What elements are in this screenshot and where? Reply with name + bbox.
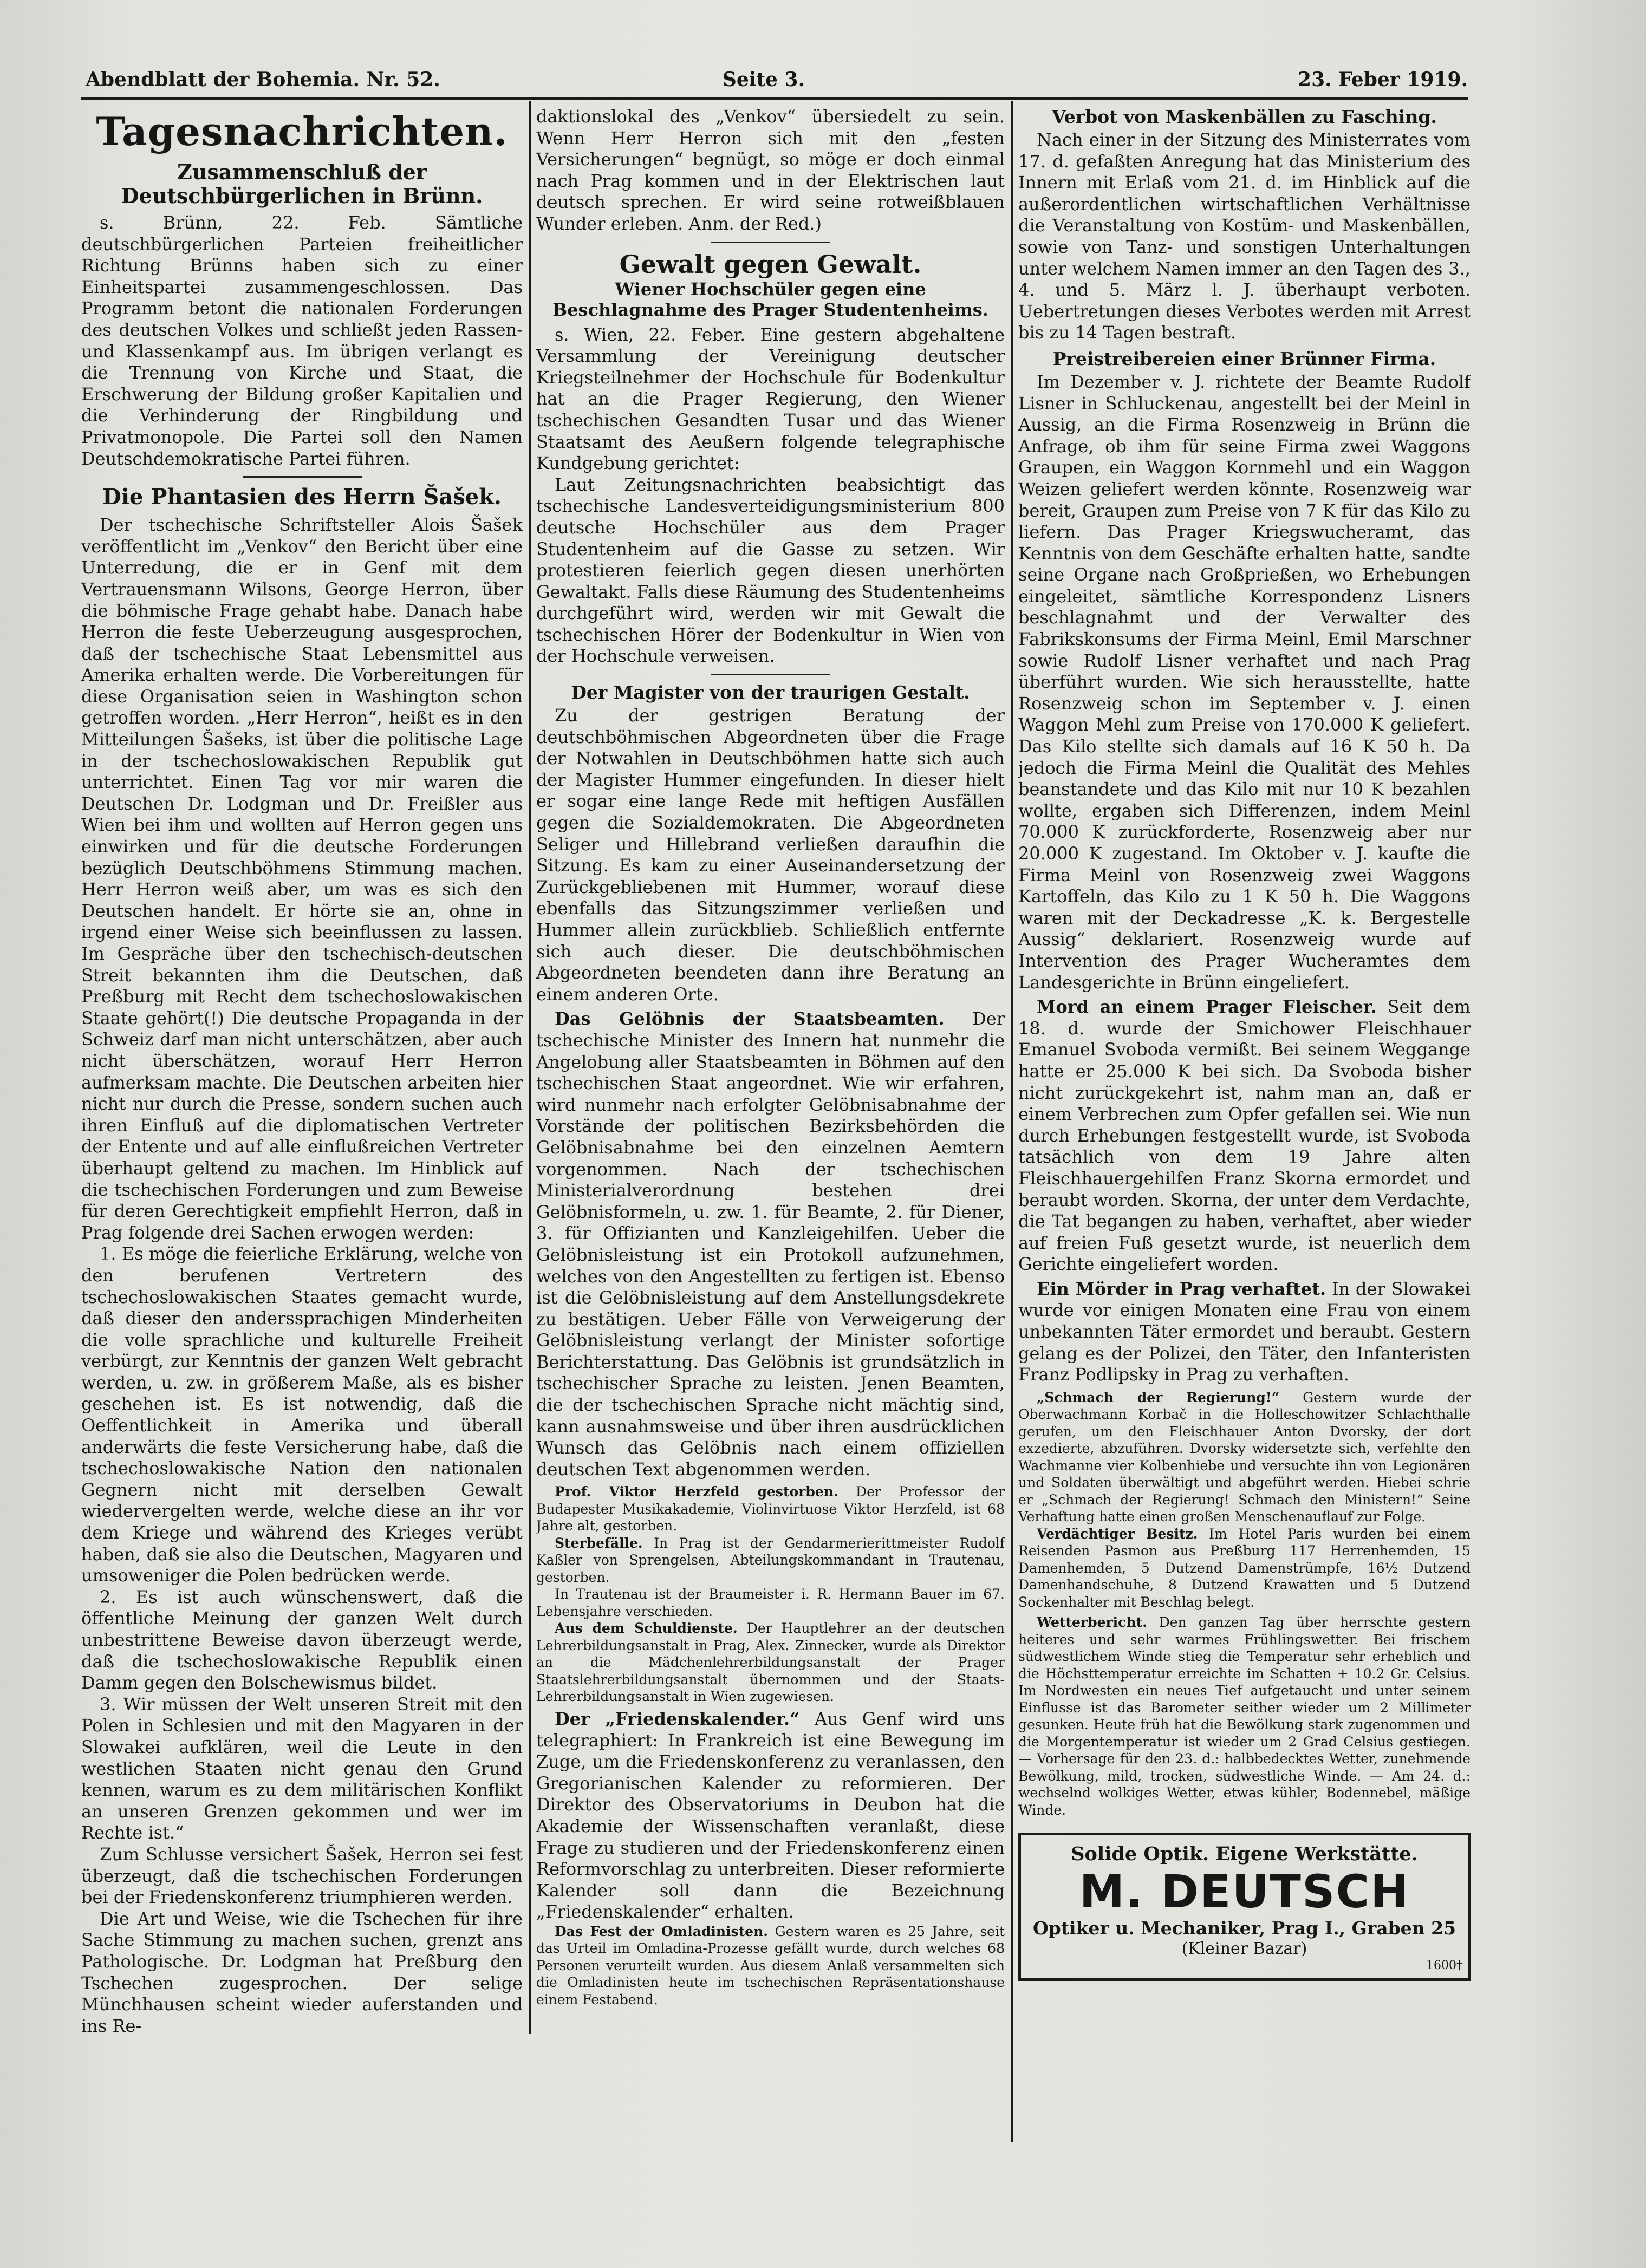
notice-body-wetter: Den ganzen Tag über herrschte gestern heiteres und sehr warmes Frühlingswetter. Bei frischem südwestlichem Winde stieg die Temperatur sehr erheblich und die Höchsttemperatur erreichte im Schatten + 10.2 Gr. Celsius. Im Nordwesten ein neues Tief aufgetaucht und unter seinem Einflusse ist das Barometer seither wieder um 2 Millimeter gesunken. Heute früh hat die Bewölkung stark zugenommen und die Morgentemperatur ist wieder um 2 Grad Celsius gestiegen. — Vorhersage für den 23. d.: halbbedecktes Wetter, zunehmende Bewölkung, mild, trocken, südwestliche Winde. — Am 24. d.: wechselnd wolkiges Wetter, etwas kühler, Bodennebel, mäßige Winde. — [1018, 1614, 1471, 1818]
notice-title-sterbefaelle: Sterbefälle. — [555, 1535, 643, 1551]
article-title-gewalt: Gewalt gegen Gewalt. — [619, 249, 922, 279]
notice-body-bauer: In Trautenau ist der Braumeister i. R. Hermann Bauer im 67. Lebensjahre verschieden. — [536, 1586, 1005, 1619]
article-title-maskenbaelle: Verbot von Maskenbällen zu Fasching. — [1052, 106, 1437, 127]
notice-title-schuldienst: Aus dem Schuldienste. — [555, 1620, 738, 1637]
notice-title-herzfeld: Prof. Viktor Herzfeld gestorben. — [555, 1484, 838, 1500]
article-body-maskenbaelle: Nach einer in der Sitzung des Ministerrates vom 17. d. gefaßten Anregung hat das Ministerium des Innern mit Erlaß vom 21. d. im Hinblick auf die außerordentlichen wirtschaftlichen Verhältnisse die Veranstaltung von Kostüm- und Maskenbällen, sowie von Tanz- und sonstigen Unterhaltungen unter welchem Namen immer an den Tagen des 3., 4. und 5. März l. J. überhaupt verboten. Uebertretungen dieses Verbotes werden mit Arrest bis zu 14 Tagen bestraft. — [1018, 129, 1471, 343]
article-title-bruenn: Zusammenschluß der Deutschbürgerlichen in Brünn. — [121, 160, 483, 208]
notice-body-herzfeld: Der Professor der Budapester Musikakademie, Violinvirtuose Viktor Herzfeld, ist 68 Jahre alt, gestorben. — [536, 1484, 1005, 1534]
article-body-sasek-5: Zum Schlusse versichert Šašek, Herron sei fest überzeugt, daß die tschechischen Forderungen bei der Friedenskonferenz triumphieren werden. — [81, 1843, 523, 1908]
article-continuation: daktionslokal des „Venkov“ übersiedelt zu sein. Wenn Herr Herron sich mit den „festen Versicherungen“ begnügt, so möge er doch einmal nach Prag kommen und in der Elektrischen laut deutsch sprechen. Er wird seine rotweißblauen Wunder erleben. Anm. der Red.) — [536, 106, 1005, 234]
article-body-gewalt-1: s. Wien, 22. Feber. Eine gestern abgehaltene Versammlung der Vereinigung deutscher Kriegsteilnehmer der Hochschule für Bodenkultur hat an die Prager Regierung, den Wiener tschechischen Gesandten Tusar und das Wiener Staatsamt des Aeußern folgende telegraphische Kundgebung gerichtet: — [536, 324, 1005, 474]
article-body-sasek-6: Die Art und Weise, wie die Tschechen für ihre Sache Stimmung zu machen suchen, grenzt ans Pathologische. Dr. Lodgman hat Preßburg den Tschechen zugesprochen. Der selige Münchhausen scheint wieder auferstanden und ins Re- — [81, 1908, 523, 2036]
notice-body-omladina: Gestern waren es 25 Jahre, seit das Urteil im Omladina-Prozesse gefällt wurde, durch welches 68 Personen verurteilt wurden. Aus diesem Anlaß versammelten sich die Omladinisten heute im tschechischen Repräsentationshause einem Festabend. — [536, 1923, 1005, 2008]
section-title: Tagesnachrichten. — [96, 108, 508, 154]
column-3 — [1018, 106, 1471, 2169]
notice-body-sterbefaelle: In Prag ist der Gendarmerierittmeister Rudolf Kaßler von Sprengelsen, Abteilungskommandant in Trautenau, gestorben. — [536, 1535, 1005, 1585]
header-date: 23. Feber 1919. — [1298, 68, 1468, 91]
page-header — [81, 64, 1468, 96]
column-2 — [536, 106, 1005, 2169]
ad-slogan: Solide Optik. Eigene Werkstätte. — [1071, 1843, 1418, 1866]
ad-address: Optiker u. Mechaniker, Prag I., Graben 25 — [1032, 1918, 1456, 1939]
article-body-friedenskalender: Aus Genf wird uns telegraphiert: In Frankreich ist eine Bewegung im Zuge, um die Friedenskonferenz zu veranlassen, den Gregorianischen Kalender zu reformieren. Der Direktor des Observatoriums in Deubon hat die Akademie der Wissenschaften veranlaßt, diese Frage zu studieren und der Friedenskonferenz einen Reformvorschlag zu unterbreiten. Dieser reformierte Kalender soll dann die Bezeichnung „Friedenskalender“ erhalten. — [536, 1708, 1005, 1922]
notice-body-schmach: Gestern wurde der Oberwachmann Korbač in die Holleschowitzer Schlachthalle gerufen, um den Fleischhauer Anton Dvorsky, der dort exzedierte, abzuführen. Dvorsky widersetzte sich, verfehlte den Wachmanne vier Kolbenhiebe und versuchte ihn von Legionären und Soldaten überwältigt und abgeführt werden. Hiebei schrie er „Schmach der Regierung! Schmach den Ministern!“ Seine Verhaftung hatte einen großen Menschenauflauf zur Folge. — [1018, 1389, 1471, 1525]
notice-title-schmach: „Schmach der Regierung!“ — [1037, 1389, 1280, 1405]
article-subtitle-gewalt: Wiener Hochschüler gegen eine Beschlagnahme des Prager Studentenheims. — [552, 278, 988, 320]
column-divider-2 — [1011, 101, 1013, 2142]
advertisement-deutsch — [1018, 1833, 1471, 1981]
notice-title-besitz: Verdächtiger Besitz. — [1037, 1526, 1198, 1542]
article-body-sasek-3: 2. Es ist auch wünschenswert, daß die öffentliche Meinung der ganzen Welt durch unbestrittene Beweise davon überzeugt werde, daß die tschechoslowakische Republik einen Damm gegen den Bolschewismus bildet. — [81, 1586, 523, 1693]
column-1 — [81, 106, 523, 2169]
article-body-mord: Seit dem 18. d. wurde der Smichower Fleischhauer Emanuel Svoboda vermißt. Bei seinem Weggange hatte er 25.000 K bei sich. Da Svoboda bisher nicht zurückgekehrt ist, nahm man an, daß er einem Verbrechen zum Opfer gefallen sei. Wie nun durch Erhebungen festgestellt wurde, ist Svoboda tatsächlich von dem 19 Jahre alten Fleischhauergehilfen Franz Skorna ermordet und beraubt worden. Skorna, der unter dem Verdachte, die Tat begangen zu haben, verhaftet, aber wieder auf freien Fuß gesetzt wurde, ist neuerlich dem Gerichte eingeliefert worden. — [1018, 996, 1471, 1275]
article-body-gewalt-2: Laut Zeitungsnachrichten beabsichtigt das tschechische Landesverteidigungsministerium 800 deutsche Hochschüler aus dem Prager Studentenheim auf die Gasse zu setzen. Wir protestieren feierlich gegen diesen unerhörten Gewaltakt. Falls diese Räumung des Studentenheims durchgeführt wird, werden wir mit Gewalt die tschechischen Hörer der Bodenkultur in Wien von der Hochschule verweisen. — [536, 474, 1005, 667]
article-title-sasek: Die Phantasien des Herrn Šašek. — [102, 484, 502, 510]
article-body-sasek-4: 3. Wir müssen der Welt unseren Streit mit den Polen in Schlesien und mit den Magyaren in der Slowakei aufklären, weil die Leute in den westlichen Staaten nicht genau den Grund kennen, warum es zu dem militärischen Konflikt an unseren Grenzen gekommen und wer im Rechte ist.“ — [81, 1693, 523, 1843]
ad-code: 1600† — [1426, 1959, 1462, 1973]
article-title-moerder: Ein Mörder in Prag verhaftet. — [1037, 1278, 1326, 1299]
article-body-sasek-1: Der tschechische Schriftsteller Alois Šašek veröffentlicht im „Venkov“ den Bericht über eine Unterredung, die er in Genf mit dem Vertrauensmann Wilsons, George Herron, über die böhmische Frage gehabt habe. Danach habe Herron die feste Ueberzeugung ausgesprochen, daß der tschechische Staat Lebensmittel aus Amerika erhalten werde. Die Vorbereitungen für diese Organisation seien in Washington schon getroffen worden. „Herr Herron“, heißt es in den Mitteilungen Šašeks, ist über die politische Lage in der tschechoslowakischen Republik gut unterrichtet. Einen Tag vor mir waren die Deutschen Dr. Lodgman und Dr. Freißler aus Wien bei ihm und wollten auf Herron gegen uns einwirken und für die deutsche Forderungen bezüglich Deutschböhmens Stimmung machen. Herr Herron weiß aber, um was es sich den Deutschen handelt. Er hörte sie an, ohne in irgend einer Weise sich beeinflussen zu lassen. Im Gespräche über den tschechisch-deutschen Streit bekannten ihm die Deutschen, daß Preßburg mit Recht dem tschechoslowakischen Staate gehört(!) Die deutsche Propaganda in der Schweiz darf man nicht unterschätzen, aber auch nicht überschätzen, worauf Herr Herron aufmerksam machte. Die Deutschen arbeiten hier nicht nur durch die Presse, sondern suchen auch ihren Einfluß auf die diplomatischen Vertreter der Entente und auf alle einflußreichen Vertreter überhaupt geltend zu machen. Im Hinblick auf die tschechischen Forderungen und zum Beweise für deren Gerechtigkeit empfiehlt Herron, daß in Prag folgende drei Sachen erwogen werden: — [81, 514, 523, 1243]
notice-title-omladina: Das Fest der Omladinisten. — [555, 1923, 768, 1939]
ad-location-note: (Kleiner Bazar) — [1181, 1939, 1307, 1959]
article-title-preistreibereien: Preistreibereien einer Brünner Firma. — [1052, 348, 1436, 369]
article-body-bruenn: s. Brünn, 22. Feb. Sämtliche deutschbürgerlichen Parteien freiheitlicher Richtung Brünns haben sich zu einer Einheitspartei zusammengeschlossen. Das Programm betont die nationalen Forderungen des deutschen Volkes und schließt jeden Rassen- und Klassenkampf aus. Im übrigen verlangt es die Trennung von Kirche und Staat, die Erschwerung der Bildung großer Kapitalien und die Verhinderung der Ringbildung und Privatmonopole. Die Partei soll den Namen Deutschdemokratische Partei führen. — [81, 212, 523, 469]
header-rule — [81, 97, 1468, 100]
ad-company-name: M. DEUTSCH — [1079, 1865, 1410, 1919]
article-body-preistreibereien: Im Dezember v. J. richtete der Beamte Rudolf Lisner in Schluckenau, angestellt bei der Meinl in Aussig, an die Firma Rosenzweig in Brünn die Anfrage, ob ihm für seine Firma zwei Waggons Graupen, ein Waggon Kornmehl und ein Waggon Weizen geliefert werden könnte. Rosenzweig war bereit, Graupen zum Preise von 7 K für das Kilo zu liefern. Das Prager Kriegswucheramt, das Kenntnis von dem Geschäfte erhalten hatte, sandte seine Organe nach Großprießen, wo Erhebungen eingeleitet, sämtliche Korrespondenz Lisners beschlagnahmt und der Verwalter des Fabrikskonsums der Firma Meinl, Emil Marschner sowie Rudolf Lisner verhaftet und nach Prag überführt wurden. Wie sich herausstellte, hatte Rosenzweig schon im September v. J. einen Waggon Mehl zum Preise von 170.000 K geliefert. Das Kilo stellte sich damals auf 16 K 50 h. Da jedoch die Firma Meinl die Qualität des Mehles beanstandete und das Kilo mit nur 10 K bezahlen wollte, ergaben sich Differenzen, indem Meinl 70.000 K zurückforderte, Rosenzweig aber nur 20.000 K zugestand. Im Oktober v. J. kaufte die Firma Meinl von Rosenzweig zwei Waggons Kartoffeln, das Kilo zu 1 K 50 h. Die Waggons waren mit der Deckadresse „K. k. Bergestelle Aussig“ deklariert. Rosenzweig wurde auf Intervention des Prager Wucheramtes dem Landesgerichte in Brünn eingeliefert. — [1018, 371, 1471, 993]
article-title-mord: Mord an einem Prager Fleischer. — [1037, 996, 1377, 1018]
notice-title-wetter: Wetterbericht. — [1037, 1614, 1147, 1631]
notice-body-schuldienst: Der Hauptlehrer an der deutschen Lehrerbildungsanstalt in Prag, Alex. Zinnecker, wurde als Direktor an die Mädchenlehrerbildungsanstalt der Prager Staatslehrerbildungsanstalt übernommen und der Staats-Lehrerbildungsanstalt in Wien zugewiesen. — [536, 1620, 1005, 1705]
article-title-geloebnis: Das Gelöbnis der Staatsbeamten. — [555, 1008, 945, 1029]
article-body-sasek-2: 1. Es möge die feierliche Erklärung, welche von den berufenen Vertretern des tschechoslowakischen Staates gemacht wurde, daß dieser den anderssprachigen Minderheiten die volle sprachliche und kulturelle Freiheit verbürgt, zur Kenntnis der ganzen Welt gebracht werden, u. zw. in größerem Maße, als es bisher geschehen ist. Es ist notwendig, daß die Oeffentlichkeit in Amerika und überall anderwärts die feste Versicherung habe, daß die tschechoslowakische Nation den nationalen Gegnern nicht mit derselben Gewalt wiedervergelten werde, welche diese an ihr vor dem Kriege und während des Krieges verübt haben, daß sie also die Deutschen, Magyaren und umsoweniger die Polen bedrücken werde. — [81, 1243, 523, 1586]
header-edition: Abendblatt der Bohemia. Nr. 52. — [86, 68, 440, 91]
notice-body-besitz: Im Hotel Paris wurden bei einem Reisenden Pasmon aus Preßburg 117 Herrenhemden, 15 Damenhemden, 5 Dutzend Damenstrümpfe, 16½ Dutzend Damenhandschuhe, 8 Dutzend Krawatten und 5 Dutzend Sockenhalter mit Beschlag belegt. — [1018, 1526, 1471, 1610]
article-body-magister: Zu der gestrigen Beratung der deutschböhmischen Abgeordneten über die Frage der Notwahlen in Deutschböhmen hatte sich auch der Magister Hummer eingefunden. In dieser hielt er sogar eine lange Rede mit heftigen Ausfällen gegen die Sozialdemokraten. Die Abgeordneten Seliger und Hillebrand verließen daraufhin die Sitzung. Es kam zu einer Auseinandersetzung der Zurückgebliebenen mit Hummer, worauf diese ebenfalls das Sitzungszimmer verließen und Hummer allein zurückblieb. Schließlich entfernte sich auch dieser. Die deutschböhmischen Abgeordneten beendeten dann ihre Beratung an einem anderen Orte. — [536, 705, 1005, 1005]
column-divider-1 — [529, 101, 531, 2034]
separator — [243, 476, 362, 478]
article-body-moerder: In der Slowakei wurde vor einigen Monaten eine Frau von einem unbekannten Täter ermordet und beraubt. Gestern gelang es der Polizei, den Täter, den Infanteristen Franz Podlipsky in Prag zu verhaften. — [1018, 1278, 1471, 1385]
separator — [711, 674, 830, 675]
article-title-magister: Der Magister von der traurigen Gestalt. — [571, 682, 970, 703]
separator — [711, 242, 830, 243]
article-body-geloebnis: Der tschechische Minister des Innern hat nunmehr die Angelobung aller Staatsbeamten in Böhmen auf den tschechischen Staat angeordnet. Wie wir erfahren, wird nunmehr nach erfolgter Gelöbnisabnahme der Vorstände der politischen Bezirksbehörden die Gelöbnisabnahme bei den einzelnen Aemtern vorgenommen. Nach der tschechischen Ministerialverordnung bestehen drei Gelöbnisformeln, u. zw. 1. für Beamte, 2. für Diener, 3. für Offizianten und Kanzleigehilfen. Ueber die Gelöbnisleistung ist ein Protokoll aufzunehmen, welches von den Angestellten zu fertigen ist. Ebenso ist die Gelöbnisleistung auf dem Anstellungsdekrete zu bestätigen. Ueber Fälle von Verweigerung der Gelöbnisleistung verlangt der Minister sofortige Berichterstattung. Das Gelöbnis ist grundsätzlich in tschechischer Sprache zu leisten. Jenen Beamten, die der tschechischen Sprache nicht mächtig sind, kann ausnahmsweise und über ihren ausdrücklichen Wunsch das Gelöbnis nach einem offiziellen deutschen Text abgenommen werden. — [536, 1008, 1005, 1480]
header-page-number: Seite 3. — [722, 68, 805, 91]
article-title-friedenskalender: Der „Friedenskalender.“ — [555, 1708, 800, 1729]
